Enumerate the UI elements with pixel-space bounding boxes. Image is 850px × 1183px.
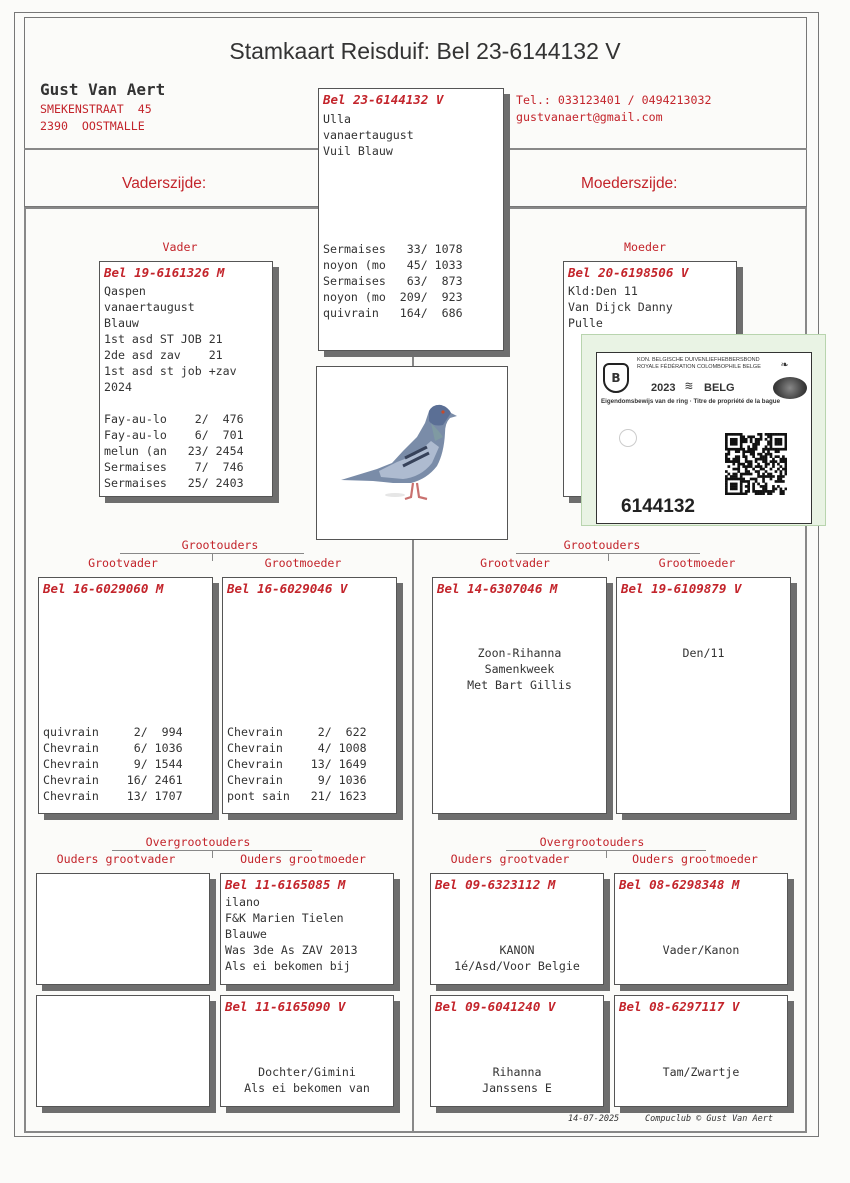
subject-to-photo-line: [412, 350, 414, 366]
great-grandparent-line: Dochter/Gimini: [258, 1065, 356, 1079]
grootouders-tick: [608, 553, 609, 561]
grandparent-line: Zoon-Rihanna: [477, 646, 562, 660]
grandparent-result: Chevrain 6/ 1036: [43, 741, 183, 755]
great-grandparent-ring-number: [37, 996, 209, 999]
grandparent-result: Chevrain 2/ 622: [227, 725, 367, 739]
federation-logo: B: [603, 363, 629, 393]
owner-name: Gust Van Aert: [40, 80, 166, 99]
footer-date: 14-07-2025: [568, 1114, 620, 1124]
subject-ring-number: Bel 23-6144132 V: [323, 92, 444, 107]
vader-line: 1st asd ST JOB 21: [104, 332, 223, 346]
great-grandparent-line: Blauwe: [225, 927, 267, 941]
ring-card-inner: [596, 352, 812, 524]
federation-name-fr: ROYALE FÉDÉRATION COLOMBOPHILE BELGE: [637, 364, 761, 370]
grandparent-line: Den/11: [682, 646, 725, 660]
vader-result: Sermaises 25/ 2403: [104, 476, 244, 490]
grandparent-result: Chevrain 9/ 1544: [43, 757, 183, 771]
ring-emblem-icon: [773, 377, 807, 399]
left-branch-line: [24, 207, 320, 209]
ring-year: 2023: [651, 382, 676, 394]
great-grandparent-line: Als ei bekomen van: [244, 1081, 370, 1095]
federation-name-nl: KON. BELGISCHE DUIVENLIEFHEBBERSBOND: [637, 357, 760, 363]
overgrootouders-tick: [212, 850, 213, 858]
bottom-rule: [24, 1131, 807, 1133]
pigeon-silhouette-icon: ❧: [781, 357, 789, 371]
vader-line: Blauw: [104, 316, 139, 330]
grandparent-ring-number: Bel 16-6029046 V: [227, 581, 348, 596]
great-grandparent-ring-number: Bel 09-6041240 V: [435, 999, 556, 1014]
subject-result: quivrain 164/ 686: [323, 306, 463, 320]
great-grandparent-card: [430, 995, 604, 1107]
owner-email: gustvanaert@gmail.com: [516, 110, 663, 124]
grandparent-card: [38, 577, 213, 814]
grootvader-header: Grootvader: [480, 556, 550, 570]
pigeon-photo-frame: [316, 366, 508, 540]
grandparent-ring-number: Bel 14-6307046 M: [437, 581, 558, 596]
grandparent-result: Chevrain 16/ 2461: [43, 773, 183, 787]
great-grandparent-ring-number: Bel 11-6165085 M: [225, 877, 346, 892]
moeder-line: Van Dijck Danny: [568, 300, 673, 314]
great-grandparent-card: [430, 873, 604, 985]
vader-line: vanaertaugust: [104, 300, 195, 314]
father-side-label: Vaderszijde:: [122, 175, 207, 192]
moeder-line: Kld:Den 11: [568, 284, 638, 298]
left-vertical-rule: [24, 207, 26, 1132]
great-grandparent-ring-number: Bel 11-6165090 V: [225, 999, 346, 1014]
vader-line: [100, 395, 272, 411]
moeder-ring-number: Bel 20-6198506 V: [568, 265, 689, 280]
vader-result: melun (an 23/ 2454: [104, 444, 244, 458]
ring-country: BELG: [704, 382, 735, 394]
grootmoeder-header: Grootmoeder: [658, 556, 736, 570]
grandparent-result: pont sain 21/ 1623: [227, 789, 367, 803]
grandparent-card: [432, 577, 607, 814]
vader-line: 2de asd zav 21: [104, 348, 223, 362]
great-grandparent-line: ilano: [225, 895, 260, 909]
grandparent-result: Chevrain 4/ 1008: [227, 741, 367, 755]
ouders-grootmoeder-header: Ouders grootmoeder: [240, 852, 366, 866]
great-grandparent-line: KANON: [499, 943, 535, 957]
vader-result: Fay-au-lo 2/ 476: [104, 412, 244, 426]
grootouders-header-left: Grootouders: [181, 538, 259, 552]
pigeon-image: [317, 367, 507, 539]
ouders-grootvader-header: Ouders grootvader: [450, 852, 570, 866]
grandparent-card: [222, 577, 397, 814]
ouders-grootmoeder-header: Ouders grootmoeder: [632, 852, 758, 866]
moeder-header: Moeder: [624, 240, 666, 254]
great-grandparent-line: Als ei bekomen bij: [225, 959, 351, 973]
owner-street: SMEKENSTRAAT 45: [40, 102, 152, 116]
ouders-grootvader-header: Ouders grootvader: [56, 852, 176, 866]
grandparent-ring-number: Bel 16-6029060 M: [43, 581, 164, 596]
great-grandparent-ring-number: Bel 08-6297117 V: [619, 999, 740, 1014]
great-grandparent-card: [36, 995, 210, 1107]
overgrootouders-header-right: Overgrootouders: [539, 835, 645, 849]
grandparent-line: Samenkweek: [484, 662, 555, 676]
great-grandparent-ring-number: [37, 874, 209, 877]
footer-credit: Compuclub © Gust Van Aert: [645, 1114, 773, 1124]
overgrootouders-tick: [606, 850, 607, 858]
grandparent-result: Chevrain 9/ 1036: [227, 773, 367, 787]
vader-card: [99, 261, 273, 497]
overgrootouders-header-left: Overgrootouders: [145, 835, 251, 849]
grootouders-tick: [212, 553, 213, 561]
subject-result: Sermaises 33/ 1078: [323, 242, 463, 256]
wing-icon: ≋: [685, 379, 693, 394]
right-branch-line: [508, 207, 806, 209]
great-grandparent-card: [220, 995, 394, 1107]
subject-name: Ulla: [323, 112, 351, 126]
great-grandparent-card: [36, 873, 210, 985]
grandparent-line: Met Bart Gillis: [467, 678, 572, 692]
vader-line: 1st asd st job +zav: [104, 364, 237, 378]
great-grandparent-ring-number: Bel 09-6323112 M: [435, 877, 556, 892]
grandparent-card: [616, 577, 791, 814]
great-grandparent-line: Janssens E: [482, 1081, 552, 1095]
subject-result: noyon (mo 209/ 923: [323, 290, 463, 304]
great-grandparent-card: [220, 873, 394, 985]
vader-line: Qaspen: [104, 284, 146, 298]
owner-phone: Tel.: 033123401 / 0494213032: [516, 93, 712, 107]
great-grandparent-line: 1é/Asd/Voor Belgie: [454, 959, 580, 973]
subject-pigeon-card: [318, 88, 504, 351]
great-grandparent-line: Tam/Zwartje: [662, 1065, 740, 1079]
vader-result: Fay-au-lo 6/ 701: [104, 428, 244, 442]
qr-code: [725, 433, 787, 495]
ring-number-large: 6144132: [621, 496, 695, 517]
subject-result: Sermaises 63/ 873: [323, 274, 463, 288]
page-title: Stamkaart Reisduif: Bel 23-6144132 V: [229, 38, 621, 64]
grootvader-header: Grootvader: [88, 556, 158, 570]
ring-ownership-card: [581, 334, 826, 526]
subject-breeder: vanaertaugust: [323, 128, 414, 142]
mother-side-label: Moederszijde:: [581, 175, 678, 192]
ownership-text: Eigendomsbewijs van de ring · Titre de propriété de la bague: [601, 398, 781, 405]
great-grandparent-line: Rihanna: [492, 1065, 542, 1079]
grandparent-ring-number: Bel 19-6109879 V: [621, 581, 742, 596]
punch-hole: [619, 429, 637, 447]
grootouders-header-right: Grootouders: [563, 538, 641, 552]
vader-line: 2024: [104, 380, 132, 394]
vader-header: Vader: [162, 240, 198, 254]
great-grandparent-line: Vader/Kanon: [662, 943, 740, 957]
subject-result: noyon (mo 45/ 1033: [323, 258, 463, 272]
grandparent-result: quivrain 2/ 994: [43, 725, 183, 739]
great-grandparent-line: Was 3de As ZAV 2013: [225, 943, 358, 957]
vader-result: Sermaises 7/ 746: [104, 460, 244, 474]
grootmoeder-header: Grootmoeder: [264, 556, 342, 570]
moeder-line: Pulle: [568, 316, 603, 330]
great-grandparent-line: F&K Marien Tielen: [225, 911, 344, 925]
grandparent-result: Chevrain 13/ 1707: [43, 789, 183, 803]
grandparent-result: Chevrain 13/ 1649: [227, 757, 367, 771]
owner-city: 2390 OOSTMALLE: [40, 119, 145, 133]
great-grandparent-card: [614, 995, 788, 1107]
center-vertical-rule: [412, 540, 414, 1132]
subject-color: Vuil Blauw: [323, 144, 393, 158]
vader-ring-number: Bel 19-6161326 M: [104, 265, 225, 280]
great-grandparent-ring-number: Bel 08-6298348 M: [619, 877, 740, 892]
great-grandparent-card: [614, 873, 788, 985]
